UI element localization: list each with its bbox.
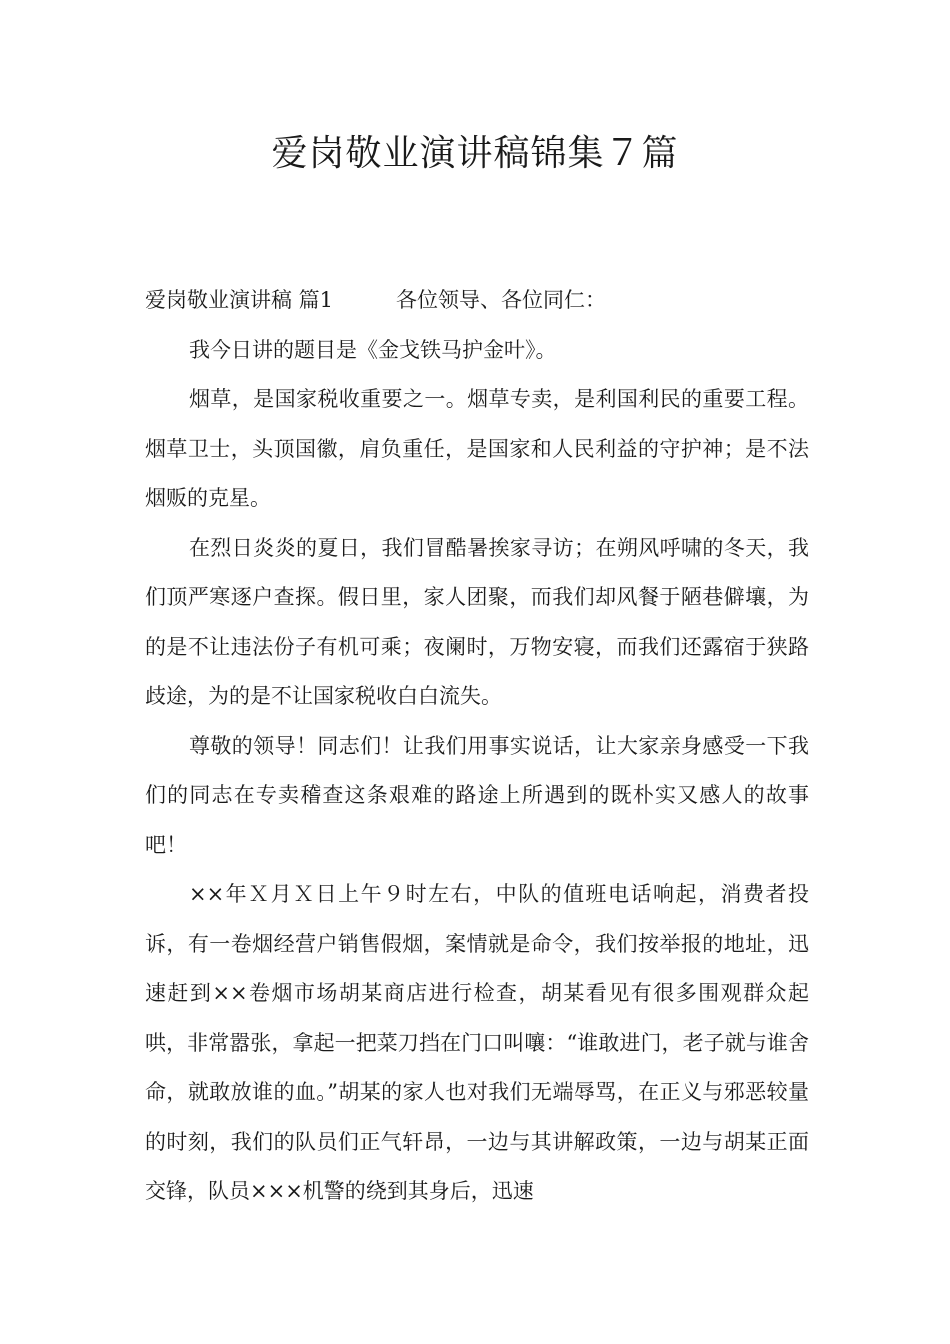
salutation: 各位领导、各位同仁： xyxy=(396,288,606,312)
paragraph: 我今日讲的题目是《金戈铁马护金叶》。 xyxy=(189,337,557,362)
paragraph: 烟草，是国家税收重要之一。烟草专卖，是利国利民的重要工程。烟草卫士，头顶国徽，肩负重任，是国家和人民利益的守护神；是不法烟贩的克星。 xyxy=(145,387,809,510)
section-heading-line xyxy=(145,276,809,326)
section-label: 爱岗敬业演讲稿 篇1 xyxy=(145,288,334,312)
paragraph: 尊敬的领导！同志们！让我们用事实说话，让大家亲身感受一下我们的同志在专卖稽查这条艰难的路途上所遇到的既朴实又感人的故事吧！ xyxy=(145,733,809,857)
paragraph: 在烈日炎炎的夏日，我们冒酷暑挨家寻访；在朔风呼啸的冬天，我们顶严寒逐户查探。假日里，家人团聚，而我们却风餐于陋巷僻壤，为的是不让违法份子有机可乘；夜阑时，万物安寝，而我们还露宿于狭路歧途，为的是不让国家税收白白流失。 xyxy=(145,535,809,708)
document-title: 爱岗敬业演讲稿锦集７篇 xyxy=(271,133,679,174)
paragraph: ××年Ｘ月Ｘ日上午９时左右，中队的值班电话响起，消费者投诉，有一卷烟经营户销售假烟，案情就是命令，我们按举报的地址，迅速赶到××卷烟市场胡某商店进行检查，胡某看见有很多围观群众起哄，非常嚣张，拿起一把菜刀挡在门口叫嚷：“谁敢进门，老子就与谁舍命，就敢放谁的血。”胡某的家人也对我们无端辱骂，在正义与邪恶较量的时刻，我们的队员们正气轩昂，一边与其讲解政策，一边与胡某正面交锋，队员×××机警的绕到其身后，迅速 xyxy=(145,882,809,1203)
document-body xyxy=(145,276,809,1217)
